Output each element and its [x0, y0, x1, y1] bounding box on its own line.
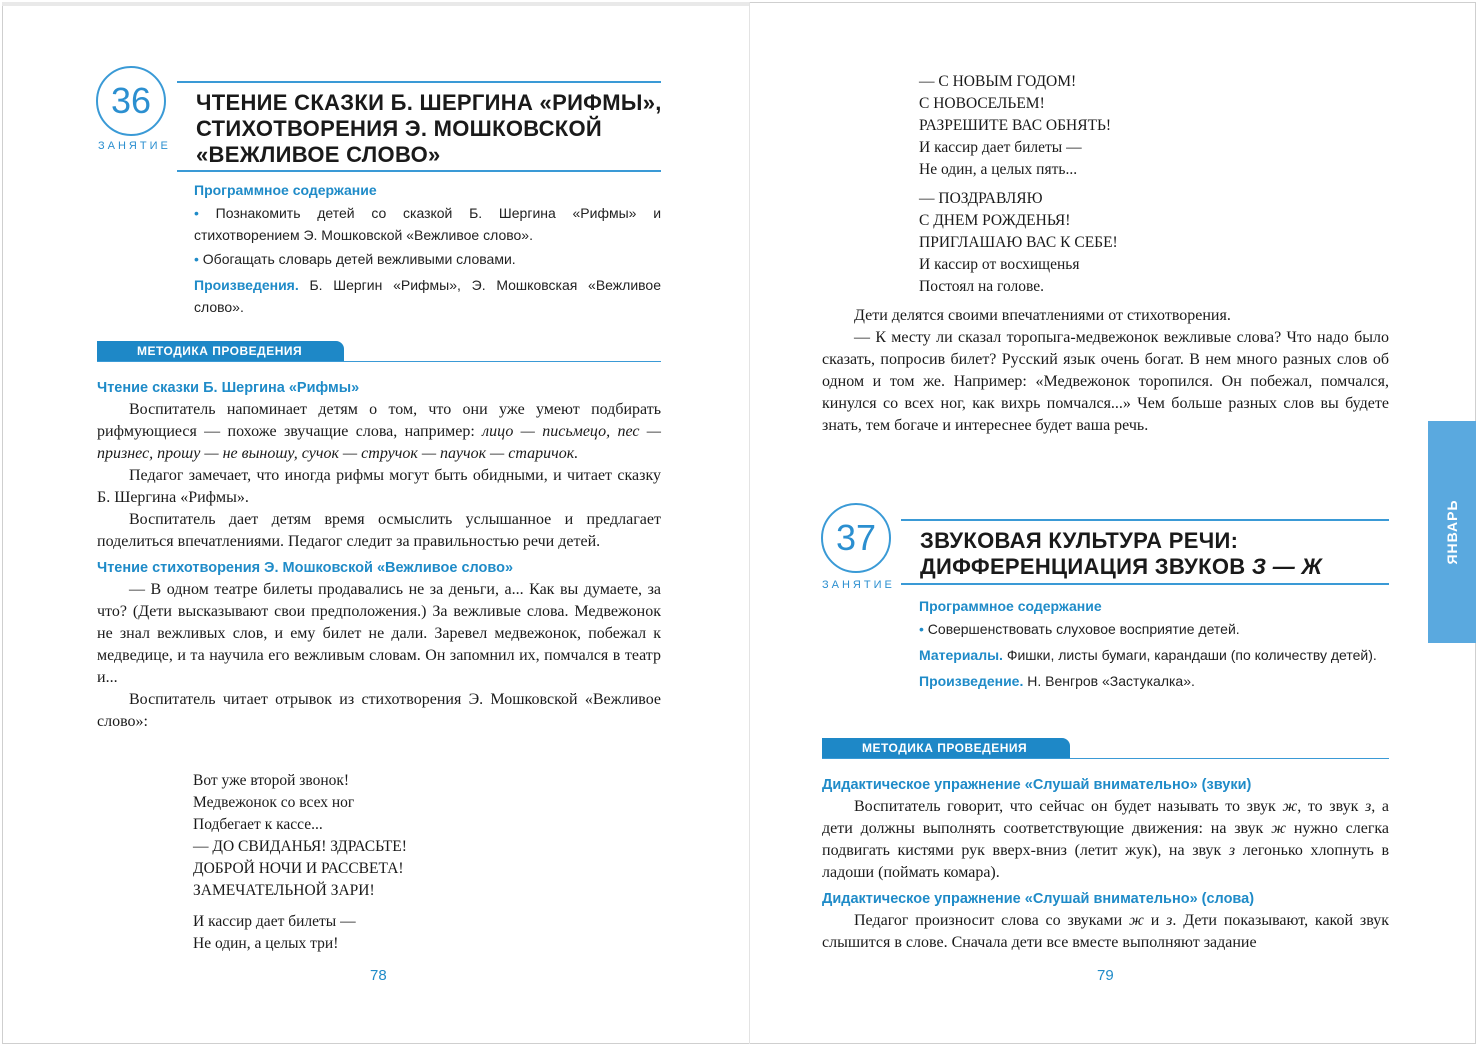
title-line: СТИХОТВОРЕНИЯ Э. МОШКОВСКОЙ	[196, 116, 603, 141]
method-rule	[822, 758, 1389, 759]
paragraph: Воспитатель напоминает детям о том, что они уже умеют подбирать рифмующиеся — похоже звучащие слова, например: лицо — письмецо, пес — признес, прошу — не выношу, сучок — стручок — паучок — старичок.	[97, 401, 661, 462]
right-body	[822, 305, 1389, 437]
verse-line: Постоял на голове.	[919, 278, 1045, 295]
page-number: 79	[1097, 967, 1114, 984]
verse-line: — С НОВЫМ ГОДОМ!	[919, 73, 1077, 90]
lesson-number: 36	[110, 80, 152, 121]
title-line: ЗВУКОВАЯ КУЛЬТУРА РЕЧИ:	[920, 528, 1239, 553]
program-item: • Обогащать словарь детей вежливыми словами.	[194, 251, 516, 267]
method-rule	[97, 361, 661, 362]
verse-line: И кассир дает билеты —	[919, 139, 1082, 156]
method-tab: МЕТОДИКА ПРОВЕДЕНИЯ	[97, 341, 344, 361]
verse-line: ПРИГЛАШАЮ ВАС К СЕБЕ!	[919, 234, 1118, 251]
verse-line: — ДО СВИДАНЬЯ! ЗДРАСЬТЕ!	[193, 838, 407, 855]
works-line: Произведение. Н. Венгров «Застукалка».	[919, 673, 1195, 689]
title-sounds: З — Ж	[1251, 554, 1323, 579]
verse-line: РАЗРЕШИТЕ ВАС ОБНЯТЬ!	[919, 117, 1112, 134]
verse-line: — ПОЗДРАВЛЯЮ	[919, 190, 1043, 207]
program-block	[194, 180, 661, 318]
paragraph: Воспитатель говорит, что сейчас он будет называть то звук ж, то звук з, а дети должны выполнять соответствующие движения: на звук ж нужно слегка подвигать кистями рук вверх-вниз (летит жук), на звук з легонько хлопнуть в ладоши (поймать комара).	[822, 798, 1390, 881]
verse-line: Не один, а целых три!	[193, 935, 339, 952]
verse-line: ЗАМЕЧАТЕЛЬНОЙ ЗАРИ!	[193, 882, 375, 899]
program-item: • Совершенствовать слуховое восприятие детей.	[919, 621, 1240, 637]
lesson-number-circle	[821, 503, 891, 573]
title-line: «ВЕЖЛИВОЕ СЛОВО»	[196, 142, 441, 167]
paragraph: Педагог замечает, что иногда рифмы могут быть обидными, и читает сказку Б. Шергина «Рифмы».	[97, 467, 661, 506]
page-number: 78	[370, 967, 387, 984]
method-tab: МЕТОДИКА ПРОВЕДЕНИЯ	[822, 738, 1070, 758]
page-gutter	[749, 2, 750, 1044]
verse-line: С ДНЕМ РОЖДЕНЬЯ!	[919, 212, 1071, 229]
title-top-rule	[901, 519, 1389, 521]
verse-line: Вот уже второй звонок!	[193, 772, 350, 789]
verse-line: Медвежонок со всех ног	[193, 794, 355, 811]
verse-line: И кассир от восхищенья	[919, 256, 1080, 273]
title-bottom-rule	[901, 583, 1389, 585]
right-body-lesson	[822, 774, 1389, 954]
paragraph: — В одном театре билеты продавались не за деньги, а... Как вы думаете, за что? (Дети высказывают свои предположения.) За вежливые слова. Медвежонок не знал вежливых слов, и ему билет не дали. Заревел медвежонок, побежал к медведице, и та научила его вежливым словам. Он запомнил их, помчался в театр и...	[97, 581, 661, 686]
verse-stanza	[919, 71, 1118, 298]
lesson-number: 37	[835, 517, 877, 558]
title-line: ЧТЕНИЕ СКАЗКИ Б. ШЕРГИНА «РИФМЫ»,	[196, 90, 662, 115]
paragraph: Педагог произносит слова со звуками ж и з. Дети показывают, какой звук слышится в слове. Сначала дети все вместе выполняют задание	[822, 912, 1390, 951]
verse-line: С НОВОСЕЛЬЕМ!	[919, 95, 1045, 112]
paragraph: — К месту ли сказал торопыга-медвежонок вежливые слова? Что надо было сказать, попросив билет? Русский язык очень богат. В нем много разных слов об одном и том же. Например: «Медвежонок торопился. Он побежал, помчался, кинулся со всех ног, как вихрь помчался...» Чем больше разных слов вы будете знать, тем богаче и интереснее будет ваша речь.	[822, 329, 1389, 434]
month-side-tab	[1428, 421, 1476, 643]
verse-line: ДОБРОЙ НОЧИ И РАССВЕТА!	[193, 860, 404, 877]
paragraph: Дети делятся своими впечатлениями от стихотворения.	[854, 307, 1231, 324]
lesson-label: ЗАНЯТИЕ	[822, 579, 895, 591]
lesson-number-circle	[96, 66, 166, 136]
program-block	[919, 596, 1389, 692]
program-heading: Программное содержание	[919, 598, 1102, 614]
works-line: Произведения. Б. Шергин «Рифмы», Э. Мошковская «Вежливое слово».	[194, 277, 661, 315]
paragraph: Воспитатель читает отрывок из стихотворения Э. Мошковской «Вежливое слово»:	[97, 691, 661, 730]
section-heading: Дидактическое упражнение «Слушай внимательно» (звуки)	[822, 777, 1252, 793]
month-label: ЯНВАРЬ	[1444, 499, 1460, 565]
program-item: • Познакомить детей со сказкой Б. Шергина «Рифмы» и стихотворением Э. Мошковской «Вежливое слово».	[194, 205, 662, 243]
materials-line: Материалы. Фишки, листы бумаги, карандаши (по количеству детей).	[919, 647, 1377, 663]
left-body	[97, 377, 661, 733]
verse-stanza	[193, 770, 407, 955]
program-heading: Программное содержание	[194, 182, 377, 198]
title-top-rule	[177, 81, 661, 83]
title-line: ДИФФЕРЕНЦИАЦИЯ ЗВУКОВ З — Ж	[920, 554, 1323, 579]
verse-line: Не один, а целых пять...	[919, 161, 1078, 178]
top-edge	[2, 2, 750, 6]
section-heading: Дидактическое упражнение «Слушай внимательно» (слова)	[822, 891, 1255, 907]
verse-line: И кассир дает билеты —	[193, 913, 356, 930]
title-bottom-rule	[177, 170, 661, 172]
section-heading: Чтение стихотворения Э. Мошковской «Вежливое слово»	[97, 560, 514, 576]
verse-line: Подбегает к кассе...	[193, 816, 323, 833]
lesson-title	[920, 528, 1390, 580]
paragraph: Воспитатель дает детям время осмыслить услышанное и предлагает поделиться впечатлениями. Педагог следит за правильностью речи детей.	[97, 511, 661, 550]
lesson-label: ЗАНЯТИЕ	[98, 140, 171, 152]
lesson-title	[196, 90, 666, 168]
section-heading: Чтение сказки Б. Шергина «Рифмы»	[97, 380, 360, 396]
